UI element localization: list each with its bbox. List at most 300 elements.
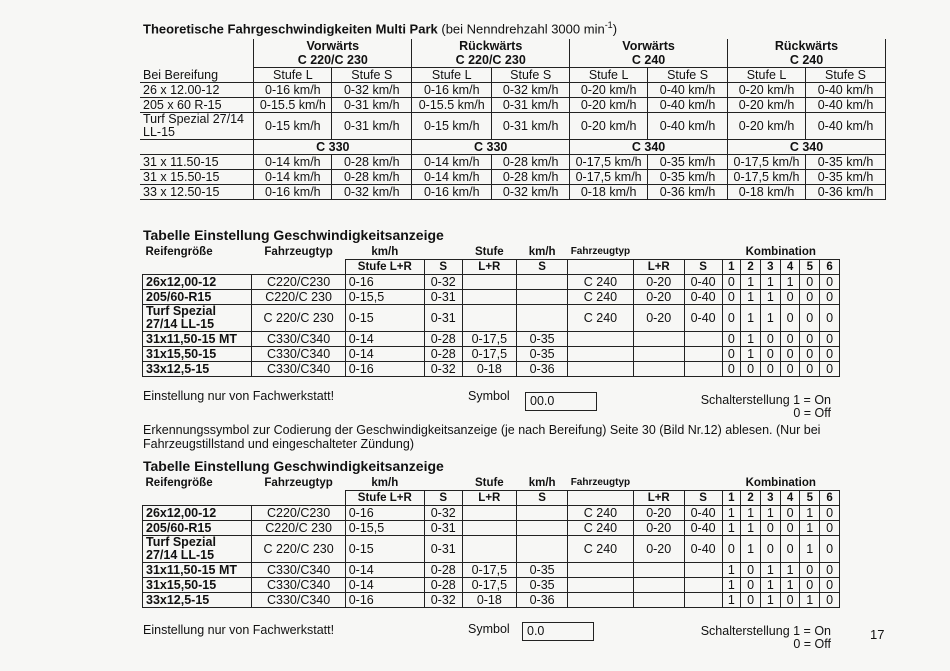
- setting-combo-cell: 1: [780, 578, 800, 593]
- setting-header-cell: km/h: [371, 477, 399, 489]
- setting-combo-cell: 0: [820, 290, 840, 305]
- speed-value-cell: 0-36 km/h: [648, 185, 728, 200]
- setting-value-cell: C220/C230: [252, 506, 345, 521]
- setting-table-2-title: Tabelle Einstellung Geschwindigkeitsanzeige: [143, 458, 444, 474]
- speed-tire-cell: 31 x 15.50-15: [140, 170, 254, 185]
- setting-digit-header: 6: [820, 491, 840, 506]
- setting-value-cell: 0-28: [424, 332, 462, 347]
- setting-value-cell: C 240: [568, 290, 633, 305]
- setting-value-cell: [462, 506, 516, 521]
- setting-value-cell: 0-35: [517, 578, 568, 593]
- setting-combo-cell: 1: [722, 506, 741, 521]
- speed-value-cell: 0-16 km/h: [412, 185, 492, 200]
- setting-row: [143, 521, 840, 536]
- speed-col-label: Bei Bereifung: [140, 68, 254, 83]
- speed-stufe-header: Stufe S: [492, 68, 570, 83]
- setting-subheader-cell: L+R: [462, 491, 516, 506]
- setting-combo-cell: 0: [780, 290, 800, 305]
- setting-value-cell: [462, 275, 516, 290]
- setting-value-cell: [684, 362, 722, 377]
- legend-on-1: Schalterstellung 1 = On: [700, 393, 831, 407]
- setting-value-cell: 0-28: [424, 578, 462, 593]
- setting-value-cell: 0-17,5: [462, 332, 516, 347]
- setting-value-cell: 0-15,5: [345, 521, 424, 536]
- setting-combo-cell: 0: [820, 578, 840, 593]
- setting-value-cell: 0-20: [633, 521, 684, 536]
- setting-combo-cell: 1: [780, 275, 800, 290]
- setting-tire-cell: 31x15,50-15: [143, 578, 252, 593]
- setting-value-cell: 0-20: [633, 536, 684, 563]
- symbol-label-2: Symbol: [468, 622, 510, 636]
- switch-legend-2: [655, 625, 831, 651]
- setting-value-cell: C330/C340: [252, 332, 345, 347]
- setting-header-cell: Fahrzeugtyp: [264, 246, 333, 259]
- title-sup: -1: [604, 20, 613, 30]
- speed-row: [140, 170, 886, 185]
- setting-combo-cell: 1: [800, 536, 820, 563]
- speed-stufe-header: Stufe S: [806, 68, 886, 83]
- setting-table-2: [142, 476, 840, 608]
- speed-value-cell: 0-28 km/h: [492, 155, 570, 170]
- setting-header-cell: [424, 476, 462, 491]
- setting-value-cell: C330/C340: [252, 578, 345, 593]
- setting-header-cell: Fahrzeugtyp: [264, 477, 333, 490]
- setting-value-cell: 0-18: [462, 362, 516, 377]
- setting-value-cell: 0-28: [424, 563, 462, 578]
- setting-value-cell: [568, 347, 633, 362]
- title-rest: (bei Nenndrehzahl 3000 min: [441, 21, 605, 37]
- page-title: [143, 20, 617, 36]
- setting-subheader-cell: [252, 260, 345, 275]
- legend-off-1: 0 = Off: [793, 406, 831, 420]
- setting-combo-cell: 0: [780, 305, 800, 332]
- setting-value-cell: [568, 593, 633, 608]
- setting-value-cell: C 240: [568, 305, 633, 332]
- speed-value-cell: 0-35 km/h: [806, 170, 886, 185]
- setting-combo-cell: 0: [760, 332, 780, 347]
- setting-combo-cell: 1: [760, 290, 780, 305]
- setting-combo-cell: 0: [780, 521, 800, 536]
- speed-group-header-row: [140, 39, 886, 53]
- setting-subheader-cell: S: [517, 260, 568, 275]
- setting-value-cell: C 220/C 230: [252, 305, 345, 332]
- speed-value-cell: 0-17,5 km/h: [570, 155, 648, 170]
- speed-value-cell: 0-28 km/h: [492, 170, 570, 185]
- setting-value-cell: 0-35: [517, 332, 568, 347]
- setting-row: [143, 347, 840, 362]
- setting-combo-cell: 1: [741, 347, 761, 362]
- setting-combo-cell: 0: [760, 521, 780, 536]
- speed-value-cell: 0-28 km/h: [332, 170, 412, 185]
- setting-row: [143, 506, 840, 521]
- setting-combo-cell: 0: [780, 362, 800, 377]
- setting-combo-cell: 0: [741, 578, 761, 593]
- setting-combo-cell: 1: [760, 578, 780, 593]
- setting-subheader-cell: S: [424, 491, 462, 506]
- speed-value-cell: 0-14 km/h: [412, 170, 492, 185]
- setting-value-cell: 0-40: [684, 290, 722, 305]
- setting-combo-cell: 0: [820, 521, 840, 536]
- switch-legend-1: [655, 394, 831, 420]
- setting-combo-cell: 1: [741, 521, 761, 536]
- setting-header-cell: Fahrzeugtyp: [570, 246, 631, 257]
- setting-combo-cell: 1: [722, 593, 741, 608]
- setting-row: [143, 563, 840, 578]
- setting-tire-cell: Turf Spezial 27/14 LL-15: [143, 536, 252, 563]
- setting-value-cell: 0-40: [684, 275, 722, 290]
- setting-value-cell: [517, 305, 568, 332]
- setting-combo-cell: 0: [722, 347, 741, 362]
- setting-combo-cell: 0: [800, 332, 820, 347]
- speed-group-header: Rückwärts: [728, 39, 886, 53]
- speed-stufe-header: Stufe S: [648, 68, 728, 83]
- speed-model-header: C 240: [570, 53, 728, 68]
- setting-row: [143, 578, 840, 593]
- setting-value-cell: [517, 521, 568, 536]
- speed-value-cell: 0-31 km/h: [332, 113, 412, 140]
- setting-combo-cell: 0: [800, 290, 820, 305]
- setting-value-cell: [568, 332, 633, 347]
- setting-header-cell: km/h: [528, 477, 556, 489]
- setting-tire-cell: 26x12,00-12: [143, 506, 252, 521]
- legend-on-2: Schalterstellung 1 = On: [700, 624, 831, 638]
- speed-value-cell: 0-18 km/h: [728, 185, 806, 200]
- setting-combo-cell: 0: [780, 593, 800, 608]
- setting-value-cell: 0-31: [424, 290, 462, 305]
- setting-tire-cell: 31x11,50-15 MT: [143, 563, 252, 578]
- speed-model-header: C 340: [570, 140, 728, 155]
- setting-subheader-cell: L+R: [633, 491, 684, 506]
- note-1: Einstellung nur von Fachwerkstatt!: [143, 389, 335, 403]
- setting-value-cell: 0-32: [424, 506, 462, 521]
- setting-combo-cell: 0: [800, 275, 820, 290]
- setting-combo-cell: 0: [760, 536, 780, 563]
- setting-combo-cell: 1: [741, 332, 761, 347]
- setting-digit-header: 1: [722, 491, 741, 506]
- setting-value-cell: 0-36: [517, 593, 568, 608]
- speed-stufe-header: Stufe L: [412, 68, 492, 83]
- setting-value-cell: C 240: [568, 536, 633, 563]
- setting-value-cell: 0-15: [345, 305, 424, 332]
- speed-value-cell: 0-40 km/h: [806, 113, 886, 140]
- setting-value-cell: 0-20: [633, 275, 684, 290]
- setting-combo-cell: 0: [741, 362, 761, 377]
- setting-value-cell: 0-17,5: [462, 578, 516, 593]
- speed-value-cell: 0-36 km/h: [806, 185, 886, 200]
- setting-row: [143, 290, 840, 305]
- speed-group-header: Vorwärts: [570, 39, 728, 53]
- setting-combo-cell: 0: [780, 506, 800, 521]
- setting-value-cell: 0-28: [424, 347, 462, 362]
- setting-value-cell: 0-17,5: [462, 347, 516, 362]
- setting-combo-cell: 1: [741, 536, 761, 563]
- speed-table: [140, 39, 886, 200]
- speed-value-cell: 0-14 km/h: [254, 155, 332, 170]
- setting-combo-cell: 0: [820, 305, 840, 332]
- setting-value-cell: 0-17,5: [462, 563, 516, 578]
- speed-value-cell: 0-20 km/h: [570, 113, 648, 140]
- speed-row: [140, 155, 886, 170]
- legend-off-2: 0 = Off: [793, 637, 831, 651]
- setting-table-1-title: Tabelle Einstellung Geschwindigkeitsanzeige: [143, 227, 444, 243]
- setting-subheader-cell: Stufe L+R: [345, 491, 424, 506]
- setting-digit-header: 5: [800, 491, 820, 506]
- setting-value-cell: 0-14: [345, 347, 424, 362]
- speed-model-header: C 340: [728, 140, 886, 155]
- speed-value-cell: 0-20 km/h: [728, 98, 806, 113]
- setting-digit-header: 4: [780, 491, 800, 506]
- setting-combo-cell: 1: [722, 578, 741, 593]
- setting-value-cell: [517, 536, 568, 563]
- setting-value-cell: [568, 578, 633, 593]
- title-end: ): [612, 21, 618, 37]
- setting-subheader-cell: S: [684, 491, 722, 506]
- setting-value-cell: 0-31: [424, 305, 462, 332]
- setting-value-cell: 0-14: [345, 578, 424, 593]
- setting-value-cell: 0-35: [517, 563, 568, 578]
- setting-digit-header: 1: [722, 260, 741, 275]
- speed-corner-cell: [140, 39, 254, 68]
- setting-combo-cell: 1: [800, 593, 820, 608]
- setting-value-cell: 0-32: [424, 362, 462, 377]
- speed-group-header: Rückwärts: [412, 39, 570, 53]
- symbol-label-1: Symbol: [468, 389, 510, 403]
- setting-digit-header: 3: [760, 491, 780, 506]
- setting-combo-cell: 0: [780, 347, 800, 362]
- setting-combo-cell: 0: [800, 563, 820, 578]
- speed-value-cell: 0-40 km/h: [806, 98, 886, 113]
- setting-subheader-cell: [252, 491, 345, 506]
- setting-tire-cell: 33x12,5-15: [143, 593, 252, 608]
- setting-row: [143, 305, 840, 332]
- setting-value-cell: C220/C 230: [252, 290, 345, 305]
- setting-value-cell: [462, 290, 516, 305]
- setting-value-cell: 0-16: [345, 275, 424, 290]
- setting-header-cell: [684, 245, 722, 260]
- setting-combo-cell: 0: [820, 332, 840, 347]
- setting-header-cell: km/h: [371, 246, 399, 258]
- setting-value-cell: 0-15,5: [345, 290, 424, 305]
- setting-value-cell: C330/C340: [252, 347, 345, 362]
- speed-value-cell: 0-16 km/h: [254, 185, 332, 200]
- setting-subheader-cell: S: [424, 260, 462, 275]
- setting-subheader-cell: S: [684, 260, 722, 275]
- speed-value-cell: 0-35 km/h: [806, 155, 886, 170]
- setting-header-cell: [633, 245, 684, 260]
- setting-combo-cell: 1: [741, 275, 761, 290]
- speed-value-cell: 0-15.5 km/h: [254, 98, 332, 113]
- setting-combo-cell: 0: [820, 593, 840, 608]
- setting-value-cell: 0-31: [424, 536, 462, 563]
- setting-subheader-cell: L+R: [633, 260, 684, 275]
- setting-value-cell: C 240: [568, 506, 633, 521]
- setting-combo-cell: 0: [820, 275, 840, 290]
- setting-combo-cell: 0: [722, 362, 741, 377]
- setting-subheader-cell: S: [517, 491, 568, 506]
- setting-subheader-row: [143, 491, 840, 506]
- setting-digit-header: 4: [780, 260, 800, 275]
- speed-value-cell: 0-40 km/h: [648, 98, 728, 113]
- setting-value-cell: [684, 563, 722, 578]
- setting-row: [143, 536, 840, 563]
- setting-value-cell: 0-35: [517, 347, 568, 362]
- speed-value-cell: 0-18 km/h: [570, 185, 648, 200]
- setting-combo-cell: 0: [722, 305, 741, 332]
- speed-stufe-header: Stufe L: [570, 68, 648, 83]
- speed-model-header-row-2: [140, 140, 886, 155]
- setting-value-cell: [684, 347, 722, 362]
- setting-value-cell: 0-20: [633, 290, 684, 305]
- speed-value-cell: 0-31 km/h: [332, 98, 412, 113]
- speed-value-cell: 0-31 km/h: [492, 113, 570, 140]
- setting-combo-cell: 0: [722, 275, 741, 290]
- setting-combo-cell: 0: [780, 332, 800, 347]
- setting-header-row: [143, 245, 840, 260]
- setting-combo-cell: 0: [820, 362, 840, 377]
- setting-combo-cell: 0: [722, 332, 741, 347]
- setting-value-cell: [517, 290, 568, 305]
- setting-value-cell: [684, 578, 722, 593]
- setting-value-cell: 0-16: [345, 593, 424, 608]
- speed-value-cell: 0-40 km/h: [806, 83, 886, 98]
- setting-value-cell: [633, 332, 684, 347]
- speed-value-cell: 0-20 km/h: [570, 98, 648, 113]
- setting-header-cell: [633, 476, 684, 491]
- setting-value-cell: 0-20: [633, 305, 684, 332]
- setting-value-cell: [684, 593, 722, 608]
- speed-value-cell: 0-16 km/h: [412, 83, 492, 98]
- setting-combo-cell: 1: [780, 563, 800, 578]
- setting-tire-cell: 205/60-R15: [143, 290, 252, 305]
- setting-value-cell: C220/C230: [252, 275, 345, 290]
- setting-header-cell: Reifengröße: [145, 246, 213, 259]
- speed-value-cell: 0-20 km/h: [728, 113, 806, 140]
- setting-header-cell: km/h: [528, 246, 556, 258]
- speed-stufe-header: Stufe L: [728, 68, 806, 83]
- setting-value-cell: [462, 521, 516, 536]
- setting-tire-cell: 31x11,50-15 MT: [143, 332, 252, 347]
- speed-value-cell: 0-32 km/h: [492, 83, 570, 98]
- speed-row: [140, 83, 886, 98]
- setting-header-cell: [424, 245, 462, 260]
- speed-value-cell: 0-35 km/h: [648, 155, 728, 170]
- setting-subheader-cell: [568, 491, 633, 506]
- setting-combo-cell: 1: [760, 506, 780, 521]
- speed-model-header: C 330: [254, 140, 412, 155]
- setting-value-cell: 0-31: [424, 521, 462, 536]
- speed-row: [140, 113, 886, 140]
- setting-value-cell: [568, 563, 633, 578]
- speed-value-cell: 0-17,5 km/h: [728, 170, 806, 185]
- setting-value-cell: [517, 275, 568, 290]
- setting-table-1: [142, 245, 840, 377]
- setting-row: [143, 593, 840, 608]
- setting-value-cell: C330/C340: [252, 362, 345, 377]
- speed-value-cell: 0-20 km/h: [570, 83, 648, 98]
- setting-combo-cell: 0: [820, 563, 840, 578]
- setting-value-cell: [633, 578, 684, 593]
- setting-value-cell: 0-40: [684, 536, 722, 563]
- setting-value-cell: C 240: [568, 275, 633, 290]
- setting-combo-cell: 0: [741, 563, 761, 578]
- setting-value-cell: 0-32: [424, 593, 462, 608]
- setting-value-cell: C220/C 230: [252, 521, 345, 536]
- speed-value-cell: 0-15 km/h: [412, 113, 492, 140]
- setting-combo-cell: 1: [741, 506, 761, 521]
- setting-combo-cell: 0: [800, 305, 820, 332]
- setting-combo-cell: 0: [760, 347, 780, 362]
- symbol-box-1: 00.0: [525, 392, 597, 411]
- setting-value-cell: 0-16: [345, 506, 424, 521]
- setting-combo-cell: 0: [760, 362, 780, 377]
- setting-tire-cell: 26x12,00-12: [143, 275, 252, 290]
- setting-digit-header: 6: [820, 260, 840, 275]
- setting-value-cell: [517, 506, 568, 521]
- speed-value-cell: 0-28 km/h: [332, 155, 412, 170]
- speed-value-cell: 0-20 km/h: [728, 83, 806, 98]
- setting-digit-header: 3: [760, 260, 780, 275]
- setting-combo-cell: 0: [820, 506, 840, 521]
- setting-header-cell: Stufe: [474, 477, 504, 489]
- setting-tire-cell: 33x12,5-15: [143, 362, 252, 377]
- speed-group-header: Vorwärts: [254, 39, 412, 53]
- setting-combo-cell: 0: [800, 347, 820, 362]
- setting-combo-cell: 0: [741, 593, 761, 608]
- setting-value-cell: 0-18: [462, 593, 516, 608]
- setting-combo-cell: 1: [800, 521, 820, 536]
- setting-value-cell: [568, 362, 633, 377]
- setting-header-cell: [684, 476, 722, 491]
- setting-combo-cell: 1: [800, 506, 820, 521]
- speed-stufe-header: Stufe L: [254, 68, 332, 83]
- speed-model-header: C 240: [728, 53, 886, 68]
- speed-value-cell: 0-32 km/h: [492, 185, 570, 200]
- setting-combo-cell: 1: [760, 305, 780, 332]
- setting-combo-cell: 0: [780, 536, 800, 563]
- speed-value-cell: 0-40 km/h: [648, 83, 728, 98]
- speed-value-cell: 0-32 km/h: [332, 83, 412, 98]
- speed-value-cell: 0-32 km/h: [332, 185, 412, 200]
- setting-subheader-cell: Stufe L+R: [345, 260, 424, 275]
- speed-tire-cell: Turf Spezial 27/14 LL-15: [140, 113, 254, 140]
- speed-blank-cell: [140, 140, 254, 155]
- speed-tire-cell: 205 x 60 R-15: [140, 98, 254, 113]
- setting-combo-cell: 1: [760, 593, 780, 608]
- page-number: 17: [870, 627, 885, 642]
- setting-subheader-cell: L+R: [462, 260, 516, 275]
- setting-combo-cell: 0: [722, 290, 741, 305]
- setting-header-cell: Fahrzeugtyp: [570, 477, 631, 488]
- setting-value-cell: 0-40: [684, 506, 722, 521]
- setting-combo-cell: 1: [760, 563, 780, 578]
- setting-combo-cell: 1: [741, 305, 761, 332]
- setting-value-cell: [684, 332, 722, 347]
- setting-row: [143, 332, 840, 347]
- speed-value-cell: 0-40 km/h: [648, 113, 728, 140]
- speed-tire-cell: 33 x 12.50-15: [140, 185, 254, 200]
- setting-value-cell: [633, 347, 684, 362]
- speed-value-cell: 0-16 km/h: [254, 83, 332, 98]
- speed-tire-cell: 26 x 12.00-12: [140, 83, 254, 98]
- speed-row: [140, 98, 886, 113]
- speed-value-cell: 0-14 km/h: [412, 155, 492, 170]
- speed-value-cell: 0-15 km/h: [254, 113, 332, 140]
- setting-combo-cell: 0: [800, 362, 820, 377]
- setting-value-cell: 0-40: [684, 521, 722, 536]
- title-bold: Theoretische Fahrgeschwindigkeiten Multi Park: [143, 21, 438, 37]
- setting-value-cell: [462, 305, 516, 332]
- speed-model-header: C 220/C 230: [412, 53, 570, 68]
